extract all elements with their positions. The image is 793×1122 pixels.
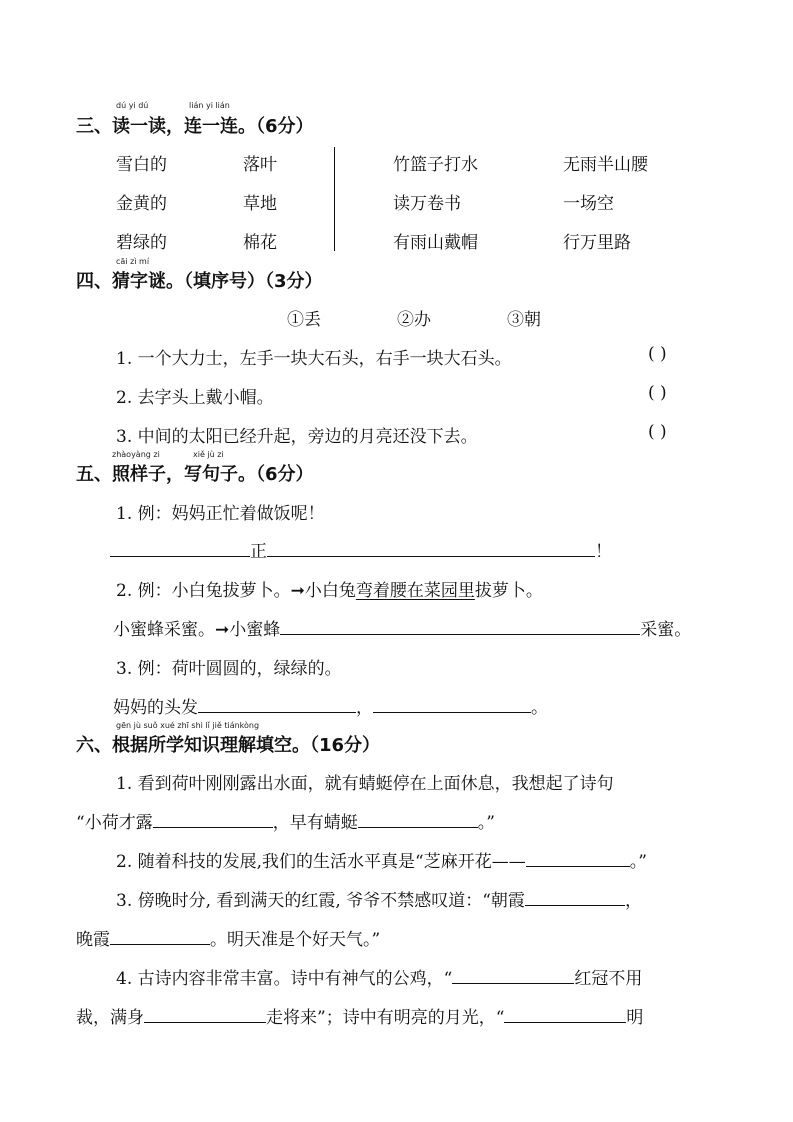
text: 3. 傍晚时分, 看到满天的红霞, 爷爷不禁感叹道：“朝霞 bbox=[116, 891, 525, 911]
match-left-2b: 草地 bbox=[243, 194, 277, 214]
section-4-title: 四、猜字谜。（填序号）（3分） bbox=[76, 271, 323, 292]
example-2-suffix: 拔萝卜。 bbox=[474, 581, 543, 601]
comma: ， bbox=[356, 698, 373, 718]
match-left-3: 碧绿的 bbox=[116, 233, 167, 253]
match-right-3b: 行万里路 bbox=[563, 233, 631, 253]
pinyin-duyidu: dú yi dú bbox=[116, 101, 149, 110]
match-right-2: 读万卷书 bbox=[393, 194, 461, 214]
text: ， bbox=[624, 891, 642, 911]
option-3: ③朝 bbox=[507, 310, 541, 330]
example-2-underlined: 弯着腰在菜园里 bbox=[355, 581, 475, 601]
question-2 bbox=[116, 847, 647, 872]
riddle-1-answer[interactable]: ( ) bbox=[648, 344, 667, 364]
question-3-line2 bbox=[76, 925, 380, 950]
text: 。” bbox=[477, 813, 495, 833]
match-left-2: 金黄的 bbox=[116, 194, 167, 214]
answer-blank[interactable] bbox=[144, 1008, 266, 1023]
text: ，早有蜻蜓 bbox=[272, 813, 358, 833]
answer-blank[interactable] bbox=[373, 698, 531, 713]
text: 2. 随着科技的发展,我们的生活水平真是“芝麻开花—— bbox=[116, 852, 526, 872]
answer-blank[interactable] bbox=[110, 542, 250, 557]
task-suffix: 采蜜。 bbox=[640, 620, 692, 640]
match-right-2b: 一场空 bbox=[563, 194, 614, 214]
riddle-2: 2. 去字头上戴小帽。 bbox=[116, 388, 274, 408]
answer-blank[interactable] bbox=[504, 1008, 626, 1023]
pinyin-section-6: gēn jù suǒ xué zhī shi lǐ jiě tiánkòng bbox=[116, 721, 260, 730]
riddle-3-answer[interactable]: ( ) bbox=[648, 422, 667, 442]
text: 。明天准是个好天气。” bbox=[210, 930, 381, 950]
example-1-answer bbox=[110, 537, 612, 562]
answer-blank[interactable] bbox=[526, 852, 630, 867]
section-5-title: 五、照样子，写句子。（6分） bbox=[76, 464, 314, 485]
question-1-line2 bbox=[76, 808, 495, 833]
match-left-1b: 落叶 bbox=[243, 155, 277, 175]
text: 裁，满身 bbox=[76, 1008, 144, 1028]
answer-blank[interactable] bbox=[153, 813, 273, 828]
text: 。” bbox=[629, 852, 647, 872]
match-right-1: 竹篮子打水 bbox=[393, 155, 478, 175]
section-3-title: 三、读一读，连一连。（6分） bbox=[76, 116, 314, 137]
question-1-line1: 1. 看到荷叶刚刚露出水面，就有蜻蜓停在上面休息，我想起了诗句 bbox=[116, 774, 614, 794]
pinyin-lianyilian: lián yi lián bbox=[189, 101, 230, 110]
example-1: 1. 例：妈妈正忙着做饭呢！ bbox=[116, 504, 325, 524]
answer-blank[interactable] bbox=[452, 969, 574, 984]
example-3-task bbox=[113, 693, 548, 718]
match-left-1: 雪白的 bbox=[116, 155, 167, 175]
period: 。 bbox=[531, 698, 548, 718]
exclamation: ！ bbox=[595, 542, 612, 562]
answer-blank[interactable] bbox=[198, 698, 356, 713]
text: 走将来”；诗中有明亮的月光，“ bbox=[266, 1008, 505, 1028]
pinyin-caizimi: cāi zì mí bbox=[116, 257, 150, 266]
task-prefix: 小蜜蜂采蜜。➞小蜜蜂 bbox=[113, 620, 281, 640]
option-2: ②办 bbox=[397, 310, 431, 330]
riddle-3: 3. 中间的太阳已经升起，旁边的月亮还没下去。 bbox=[116, 427, 478, 447]
answer-blank[interactable] bbox=[267, 542, 595, 557]
pinyin-xiejuzi: xiě jù zi bbox=[193, 450, 224, 459]
answer-blank[interactable] bbox=[358, 813, 478, 828]
match-right-1b: 无雨半山腰 bbox=[563, 155, 648, 175]
text: “小荷才露 bbox=[76, 813, 153, 833]
example-3: 3. 例：荷叶圆圆的，绿绿的。 bbox=[116, 659, 342, 679]
match-left-3b: 棉花 bbox=[243, 233, 277, 253]
text: 红冠不用 bbox=[574, 969, 643, 989]
divider-line bbox=[334, 147, 335, 251]
text: 明 bbox=[626, 1008, 644, 1028]
riddle-1: 1. 一个大力士，左手一块大石头，右手一块大石头。 bbox=[116, 349, 512, 369]
task-prefix: 妈妈的头发 bbox=[113, 698, 198, 718]
answer-blank[interactable] bbox=[525, 891, 625, 906]
section-6-title: 六、根据所学知识理解填空。（16分） bbox=[76, 735, 381, 756]
example-2-task bbox=[113, 615, 691, 640]
question-4-line2 bbox=[76, 1003, 643, 1028]
text: 晚霞 bbox=[76, 930, 110, 950]
question-3-line1 bbox=[116, 886, 642, 911]
text: 4. 古诗内容非常丰富。诗中有神气的公鸡，“ bbox=[116, 969, 453, 989]
answer-blank[interactable] bbox=[110, 930, 210, 945]
match-right-3: 有雨山戴帽 bbox=[393, 233, 478, 253]
example-2-prefix: 2. 例：小白兔拔萝卜。➞小白兔 bbox=[116, 581, 356, 601]
pinyin-zhaoyangzi: zhàoyàng zi bbox=[112, 450, 160, 459]
example-2 bbox=[116, 576, 543, 601]
answer-blank[interactable] bbox=[280, 620, 640, 635]
fixed-word: 正 bbox=[250, 542, 267, 562]
option-1: ①丢 bbox=[287, 310, 321, 330]
riddle-2-answer[interactable]: ( ) bbox=[648, 383, 667, 403]
question-4-line1 bbox=[116, 964, 642, 989]
